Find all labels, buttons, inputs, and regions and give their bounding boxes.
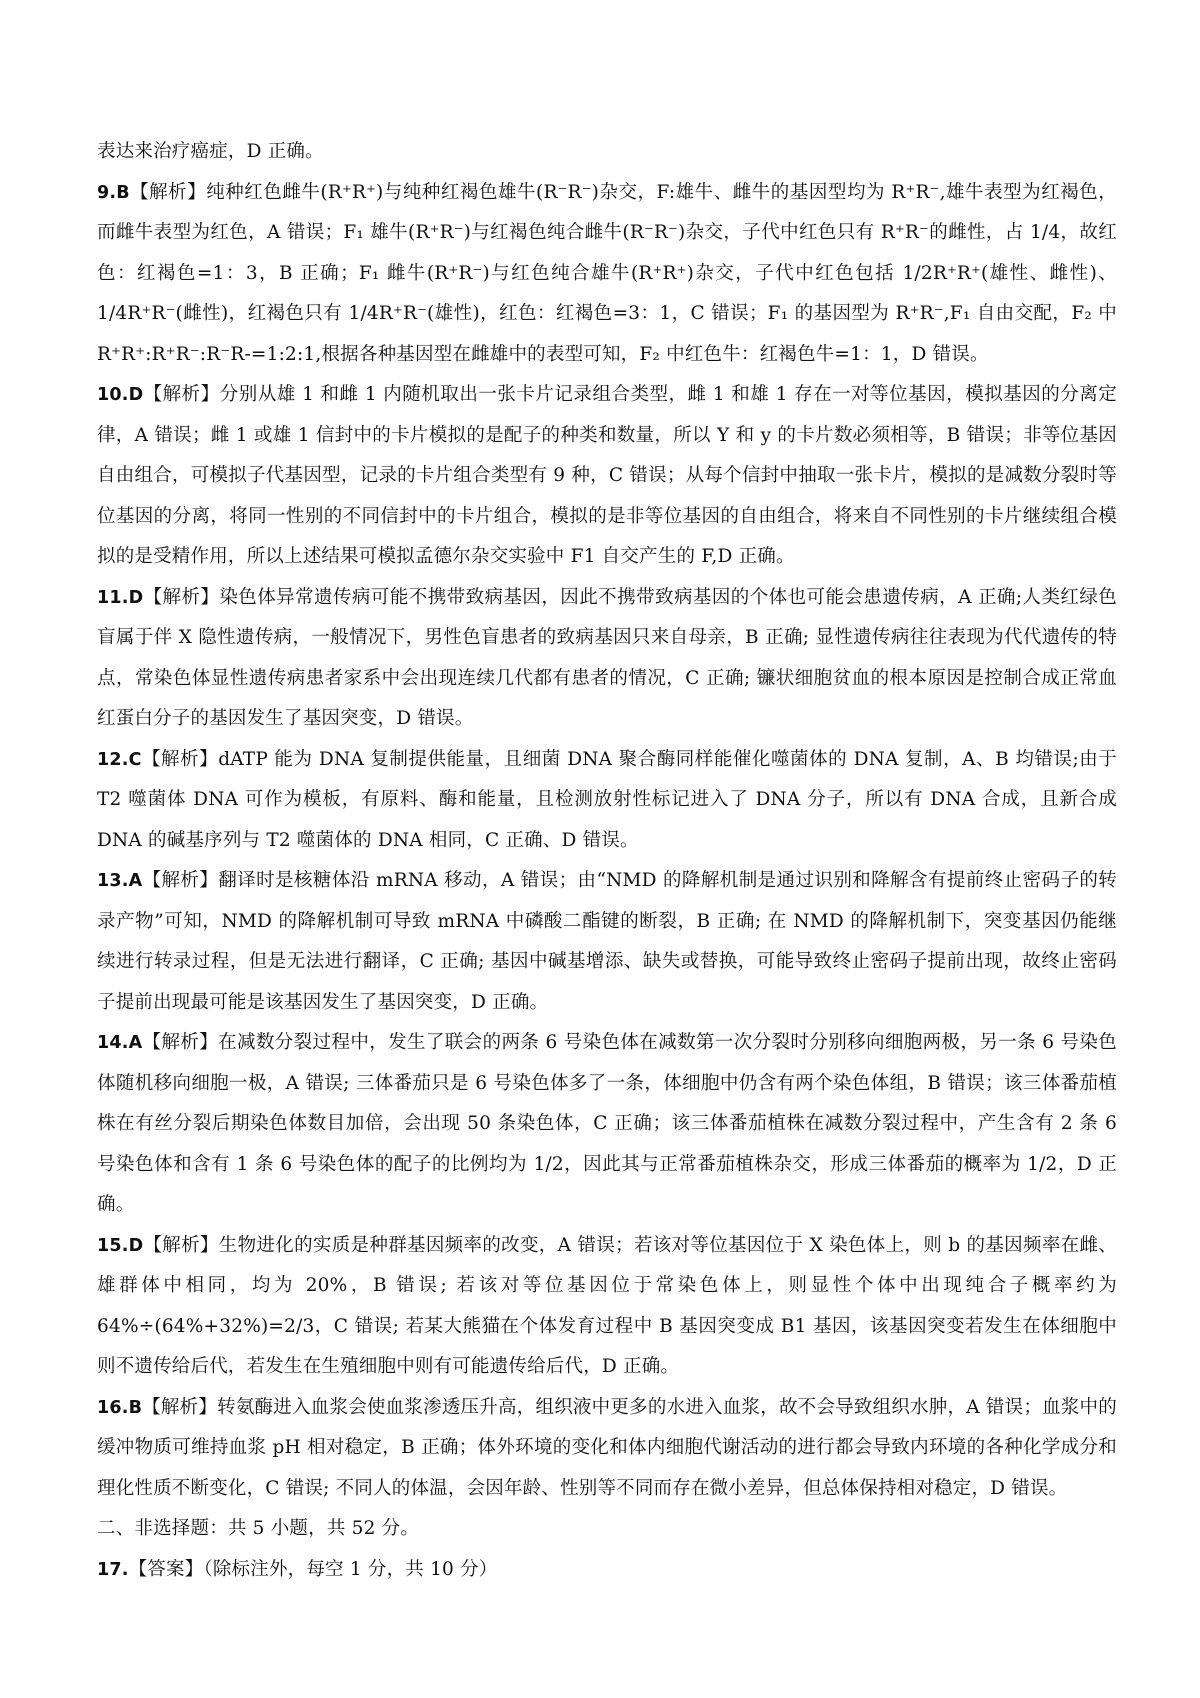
paragraph-10	[97, 375, 1117, 578]
paragraph-9	[97, 173, 1117, 376]
answer-key: 16.B	[97, 1397, 143, 1418]
paragraph-12	[97, 740, 1117, 862]
answer-key: 13.A	[97, 871, 143, 891]
answer-key: 14.A	[97, 1033, 143, 1053]
answer-text	[97, 132, 1117, 1590]
paragraph-body: 【解析】翻译时是核糖体沿 mRNA 移动，A 错误；由“NMD 的降解机制是通过识别和降解含有提前终止密码子的转录产物”可知，NMD 的降解机制可导致 mRNA 中磷酸二酯键的断裂，B 正确; 在 NMD 的降解机制下，突变基因仍能继续进行转录过程，但是无法进行翻译，C 正确; 基因中碱基增添、缺失或替换，可能导致终止密码子提前出现，故终止密码子提前出现最可能是该基因发生了基因突变，D 正确。	[97, 870, 1117, 1013]
paragraph-body: 【解析】分别从雄 1 和雌 1 内随机取出一张卡片记录组合类型，雌 1 和雄 1 存在一对等位基因，模拟基因的分离定律，A 错误；雌 1 或雄 1 信封中的卡片模拟的是配子的种类和数量，所以 Y 和 y 的卡片数必须相等，B 错误；非等位基因自由组合，可模拟子代基因型，记录的卡片组合类型有 9 种，C 错误；从每个信封中抽取一张卡片，模拟的是减数分裂时等位基因的分离，将同一性别的不同信封中的卡片组合，模拟的是非等位基因的自由组合，将来自不同性别的卡片继续组合模拟的是受精作用，所以上述结果可模拟孟德尔杂交实验中 F1 自交产生的 F,D 正确。	[97, 384, 1117, 567]
answer-key: 12.C	[97, 749, 142, 770]
paragraph-body: 【解析】染色体异常遗传病可能不携带致病基因，因此不携带致病基因的个体也可能会患遗传病，A 正确;人类红绿色盲属于伴 X 隐性遗传病，一般情况下，男性色盲患者的致病基因只来自母亲，B 正确; 显性遗传病往往表现为代代遗传的特点，常染色体显性遗传病患者家系中会出现连续几代都有患者的情况，C 正确; 镰状细胞贫血的根本原因是控制合成正常血红蛋白分子的基因发生了基因突变，D 错误。	[97, 586, 1117, 729]
section-heading	[97, 1509, 1117, 1550]
paragraph-body: 【答案】（除标注外，每空 1 分，共 10 分）	[128, 1558, 498, 1580]
answer-key: 10.D	[97, 385, 144, 405]
paragraph-body: 二、非选择题：共 5 小题，共 52 分。	[97, 1518, 420, 1539]
paragraph-body: 【解析】在减数分裂过程中，发生了联会的两条 6 号染色体在减数第一次分裂时分别移向细胞两极，另一条 6 号染色体随机移向细胞一极，A 错误; 三体番茄只是 6 号染色体多了一条，体细胞中仍含有两个染色体组，B 错误；该三体番茄植株在有丝分裂后期染色体数目加倍，会出现 50 条染色体，C 正确；该三体番茄植株在减数分裂过程中，产生含有 2 条 6 号染色体和含有 1 条 6 号染色体的配子的比例均为 1/2，因此其与正常番茄植株杂交，形成三体番茄的概率为 1/2，D 正确。	[97, 1032, 1117, 1215]
answer-key: 11.D	[97, 587, 144, 608]
paragraph-16	[97, 1388, 1117, 1510]
answer-key: 9.B	[97, 182, 130, 203]
paragraph-11	[97, 578, 1117, 740]
paragraph-body: 【解析】转氨酶进入血浆会使血浆渗透压升高，组织液中更多的水进入血浆，故不会导致组织水肿，A 错误；血浆中的缓冲物质可维持血浆 pH 相对稳定，B 正确；体外环境的变化和体内细胞代谢活动的进行都会导致内环境的各种化学成分和理化性质不断变化，C 错误; 不同人的体温，会因年龄、性别等不同而存在微小差异，但总体保持相对稳定，D 错误。	[97, 1396, 1117, 1499]
paragraph-body: 表达来治疗癌症，D 正确。	[97, 141, 324, 162]
paragraph-13	[97, 861, 1117, 1023]
paragraph-body: 【解析】生物进化的实质是种群基因频率的改变，A 错误；若该对等位基因位于 X 染色体上，则 b 的基因频率在雌、雄群体中相同，均为 20%，B 错误; 若该对等位基因位于常染色体上，则显性个体中出现纯合子概率约为 64%÷(64%+32%)=2/3，C 错误; 若某大熊猫在个体发育过程中 B 基因突变成 B1 基因，该基因突变若发生在体细胞中则不遗传给后代，若发生在生殖细胞中则有可能遗传给后代，D 正确。	[97, 1234, 1117, 1377]
answer-key: 15.D	[97, 1235, 144, 1256]
paragraph-17	[97, 1550, 1117, 1591]
answer-key: 17.	[97, 1559, 129, 1580]
paragraph-body: 【解析】纯种红色雌牛(R⁺R⁺)与纯种红褐色雄牛(R⁻R⁻)杂交，F:雄牛、雌牛的基因型均为 R⁺R⁻,雄牛表型为红褐色，而雌牛表型为红色，A 错误；F₁ 雄牛(R⁺R⁻)与红褐色纯合雌牛(R⁻R⁻)杂交，子代中红色只有 R⁺R⁻的雌性，占 1/4，故红色：红褐色=1：3，B 正确；F₁ 雌牛(R⁺R⁻)与红色纯合雄牛(R⁺R⁺)杂交，子代中红色包括 1/2R⁺R⁺(雄性、雌性)、1/4R⁺R⁻(雌性)，红褐色只有 1/4R⁺R⁻(雄性)，红色：红褐色=3：1，C 错误；F₁ 的基因型为 R⁺R⁻,F₁ 自由交配，F₂ 中 R⁺R⁺:R⁺R⁻:R⁻R-=1:2:1,根据各种基因型在雌雄中的表型可知，F₂ 中红色牛：红褐色牛=1：1，D 错误。	[97, 181, 1117, 365]
paragraph-14	[97, 1023, 1117, 1226]
paragraph-8-end	[97, 132, 1117, 173]
paragraph-15	[97, 1226, 1117, 1388]
paragraph-body: 【解析】dATP 能为 DNA 复制提供能量，且细菌 DNA 聚合酶同样能催化噬菌体的 DNA 复制，A、B 均错误;由于 T2 噬菌体 DNA 可作为模板，有原料、酶和能量，且检测放射性标记进入了 DNA 分子，所以有 DNA 合成，且新合成 DNA 的碱基序列与 T2 噬菌体的 DNA 相同，C 正确、D 错误。	[97, 748, 1117, 851]
